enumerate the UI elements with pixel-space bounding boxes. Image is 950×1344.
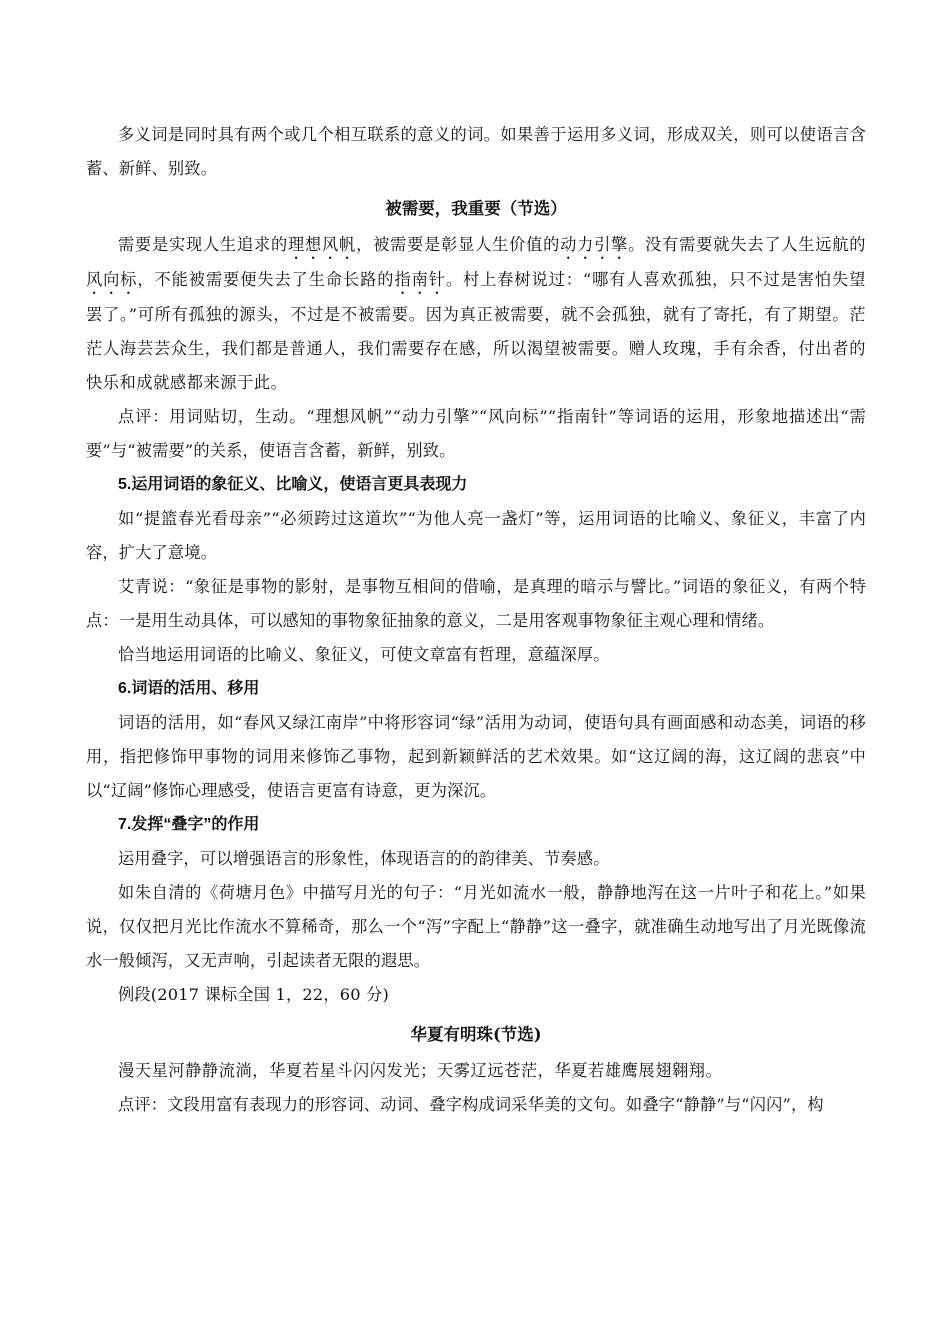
section5-heading: 5.运用词语的象征义、比喻义，使语言更具表现力: [118, 476, 468, 493]
section5-paragraph-3: 恰当地运用词语的比喻义、象征义，可使文章富有哲理，意蕴深厚。: [118, 645, 610, 664]
essay1-text: 需要是实现人生追求的理想风帆，被需要是彰显人生价值的动力引擎。没有需要就失去了人生远航的风向标，不能被需要便失去了生命长路的指南针。村上春树说过：“哪有人喜欢孤独，只不过是害怕失望罢了。”可所有孤独的源头，不过是不被需要。因为真正被需要，就不会孤独，就有了寄托，有了期望。茫茫人海芸芸众生，我们都是普通人，我们需要存在感，所以渴望被需要。赠人玫瑰，手有余香，付出者的快乐和成就感都来源于此。: [86, 235, 867, 392]
section7-paragraph-2: 如朱自清的《荷塘月色》中描写月光的句子：“月光如流水一般，静静地泻在这一片叶子和花上。”如果说，仅仅把月光比作流水不算稀奇，那么一个“泻”字配上“静静”这一叠字，就准确生动地写出了月光既像流水一般倾泻，又无声响，引起读者无限的遐思。: [86, 883, 866, 970]
section6-paragraph-1: 词语的活用，如“春风又绿江南岸”中将形容词“绿”活用为动词，使语句具有画面感和动态美，词语的移用，指把修饰甲事物的词用来修饰乙事物，起到新颖鲜活的艺术效果。如“这辽阔的海，这辽阔的悲哀”中以“辽阔”修饰心理感受，使语言更富有诗意，更为深沉。: [86, 713, 866, 800]
intro-paragraph: 多义词是同时具有两个或几个相互联系的意义的词。如果善于运用多义词，形成双关，则可以使语言含蓄、新鲜、别致。: [86, 125, 866, 178]
section5-paragraph-1: 如“提篮春光看母亲”“必须跨过这道坎”“为他人亮一盏灯”等，运用词语的比喻义、象征义，丰富了内容，扩大了意境。: [86, 509, 866, 562]
essay1-comment: 点评：用词贴切，生动。“理想风帆”“动力引擎”“风向标”“指南针”等词语的运用，形象地描述出“需要”与“被需要”的关系，使语言含蓄，新鲜，别致。: [86, 407, 866, 460]
essay2-title: 华夏有明珠(节选): [410, 1025, 542, 1044]
essay2-comment: 点评：文段用富有表现力的形容词、动词、叠字构成词采华美的文句。如叠字“静静”与“闪闪”，构: [118, 1095, 824, 1114]
section7-heading: 7.发挥“叠字”的作用: [118, 816, 260, 833]
section7-paragraph-1: 运用叠字，可以增强语言的形象性，体现语言的的韵律美、节奏感。: [118, 849, 610, 868]
emphasized-word: 风向标: [86, 270, 138, 289]
section6-heading: 6.词语的活用、移用: [118, 680, 260, 697]
document-page: [86, 118, 866, 1122]
emphasized-word: 动力引擎: [560, 235, 629, 254]
essay2-text: 漫天星河静静流淌，华夏若星斗闪闪发光；天雾辽远苍茫，华夏若雄鹰展翅翱翔。: [118, 1061, 723, 1080]
essay1-title: 被需要，我重要（节选）: [385, 199, 567, 218]
section7-paragraph-3: 例段(2017 课标全国 1，22，60 分): [118, 985, 390, 1004]
emphasized-word: 指南针: [394, 270, 446, 289]
emphasized-word: 理想风帆: [288, 235, 357, 254]
section5-paragraph-2: 艾青说：“象征是事物的影射，是事物互相间的借喻，是真理的暗示与譬比。”词语的象征义，有两个特点：一是用生动具体，可以感知的事物象征抽象的意义，二是用客观事物象征主观心理和情绪。: [86, 577, 866, 630]
